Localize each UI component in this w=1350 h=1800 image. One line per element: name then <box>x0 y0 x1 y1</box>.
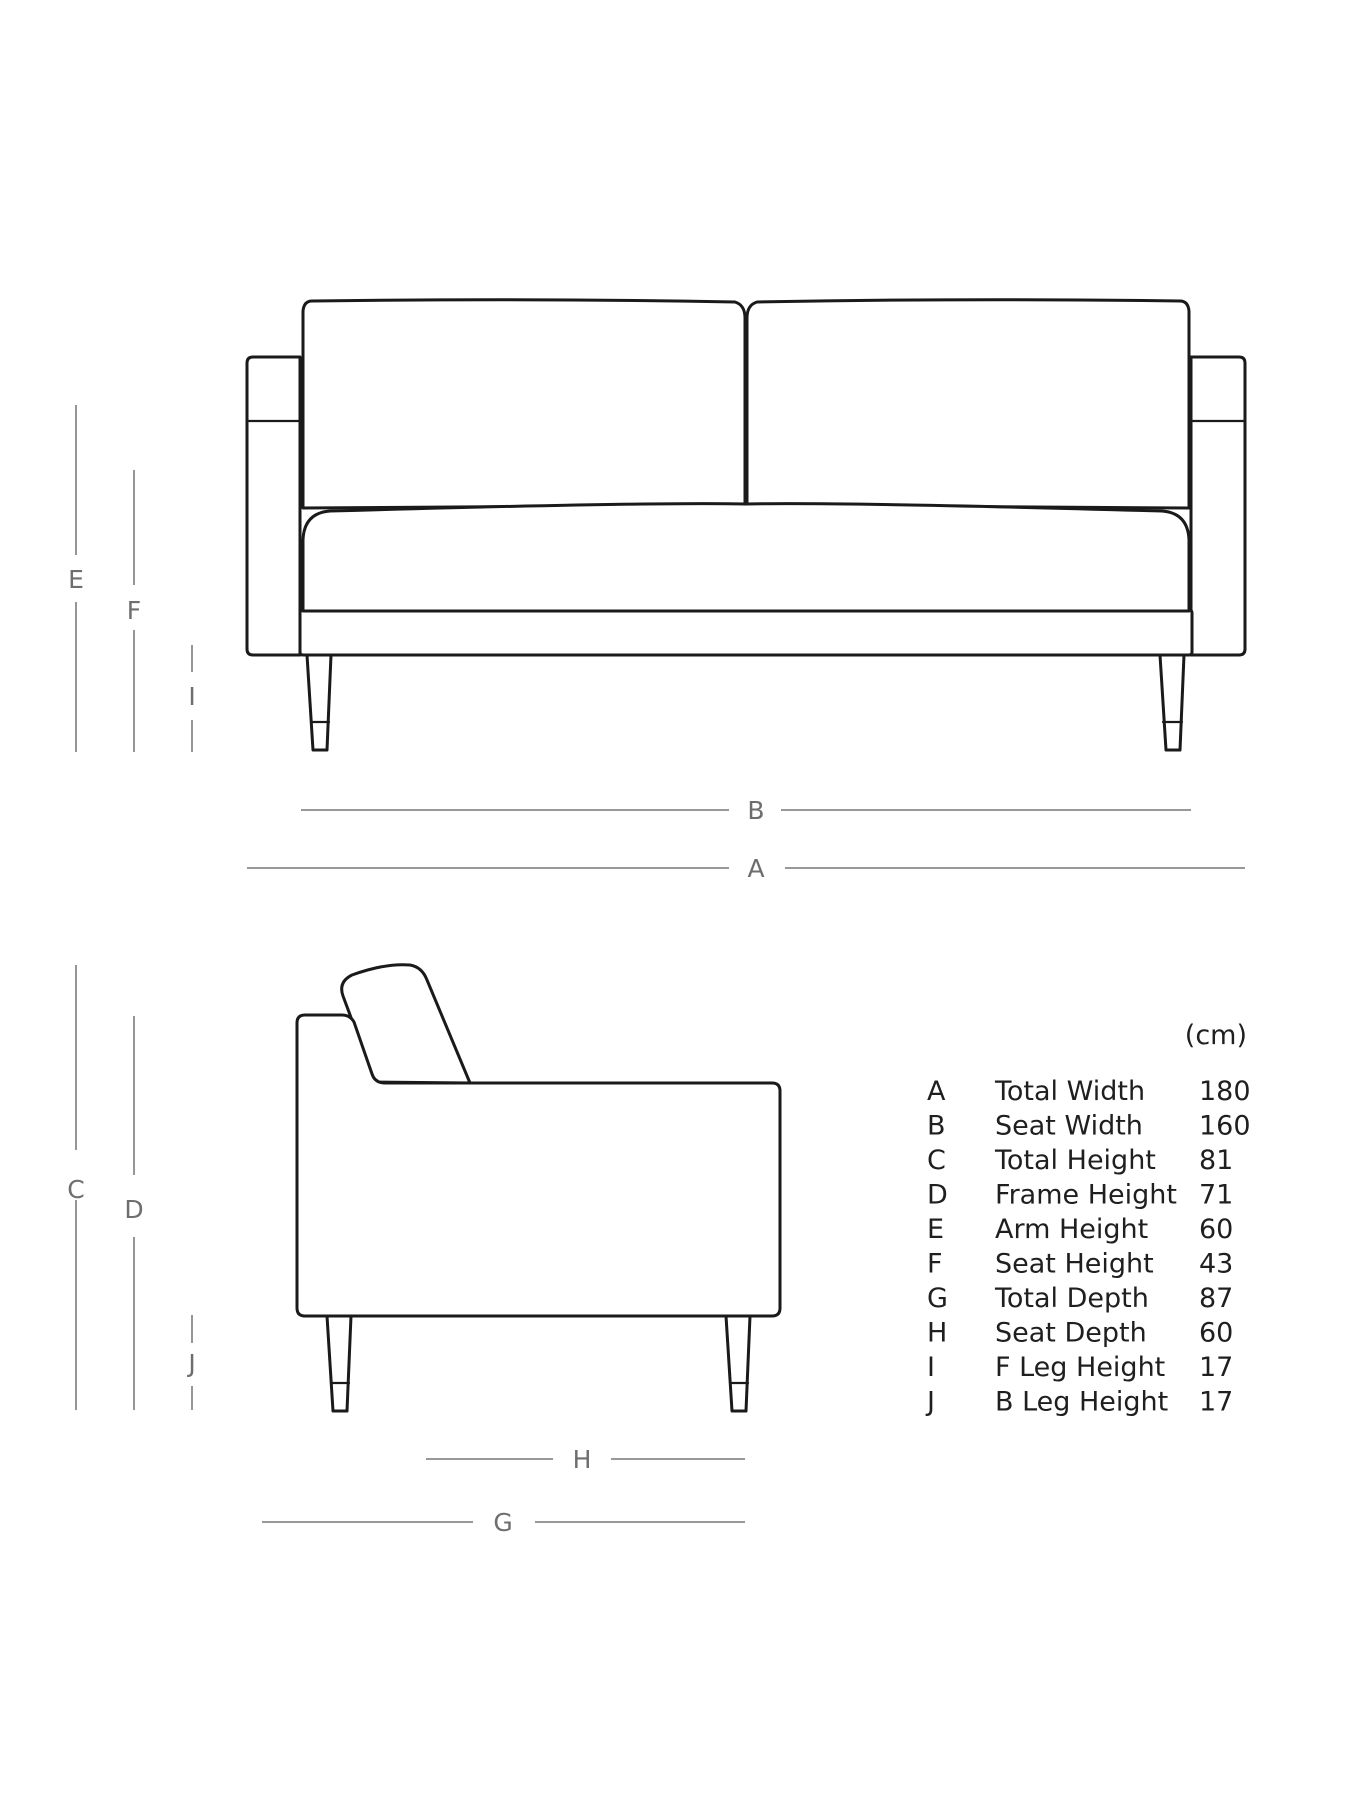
spec-value: 160 <box>1199 1110 1251 1142</box>
spec-name: Seat Width <box>995 1110 1143 1142</box>
spec-value: 17 <box>1199 1386 1234 1418</box>
spec-letter: F <box>927 1248 943 1280</box>
right-arm <box>1191 357 1245 655</box>
unit-label: (cm) <box>1184 1020 1247 1051</box>
spec-name: Seat Depth <box>995 1317 1147 1349</box>
dim-label-g: G <box>493 1508 513 1537</box>
dim-label-a: A <box>747 854 765 883</box>
spec-value: 87 <box>1199 1283 1234 1314</box>
spec-letter: E <box>927 1214 945 1245</box>
front-right-leg <box>1160 655 1184 750</box>
spec-name: B Leg Height <box>995 1386 1169 1418</box>
dim-label-j: J <box>188 1349 196 1378</box>
spec-letter: I <box>927 1352 935 1383</box>
spec-letter: B <box>927 1110 946 1142</box>
dim-label-b: B <box>747 796 765 825</box>
back-cushion-left <box>303 300 745 508</box>
dim-label-e: E <box>68 565 84 594</box>
spec-value: 71 <box>1199 1179 1234 1211</box>
spec-value: 17 <box>1199 1352 1234 1383</box>
back-cushion-right <box>747 300 1189 508</box>
seat-cushion <box>303 504 1189 611</box>
spec-letter: A <box>927 1076 946 1107</box>
spec-name: Total Height <box>995 1145 1156 1176</box>
dim-label-c: C <box>67 1175 85 1204</box>
base-frame <box>300 610 1192 655</box>
spec-rows <box>925 1076 1251 1418</box>
dim-label-h: H <box>572 1445 592 1474</box>
front-left-leg <box>307 655 331 750</box>
side-back-leg <box>327 1316 351 1411</box>
spec-value: 43 <box>1199 1248 1234 1280</box>
spec-value: 60 <box>1199 1214 1234 1245</box>
sofa-side-view <box>297 965 780 1411</box>
left-arm <box>247 357 300 655</box>
spec-letter: D <box>927 1179 948 1211</box>
dim-label-d: D <box>124 1195 144 1224</box>
spec-letter: G <box>927 1283 948 1314</box>
spec-name: Frame Height <box>995 1179 1177 1211</box>
spec-name: Seat Height <box>995 1248 1154 1280</box>
spec-letter: H <box>927 1317 948 1349</box>
spec-value: 180 <box>1199 1076 1251 1107</box>
spec-name: F Leg Height <box>995 1352 1166 1383</box>
dim-label-f: F <box>126 596 142 625</box>
side-front-leg <box>726 1316 750 1411</box>
dim-label-i: I <box>188 682 196 711</box>
spec-letter: J <box>927 1386 935 1418</box>
spec-table <box>925 1020 1251 1418</box>
spec-name: Total Depth <box>995 1283 1149 1314</box>
spec-value: 60 <box>1199 1317 1234 1349</box>
spec-value: 81 <box>1199 1145 1234 1176</box>
spec-name: Total Width <box>995 1076 1146 1107</box>
sofa-front-view <box>247 300 1245 750</box>
spec-name: Arm Height <box>995 1214 1149 1245</box>
spec-letter: C <box>927 1145 946 1176</box>
